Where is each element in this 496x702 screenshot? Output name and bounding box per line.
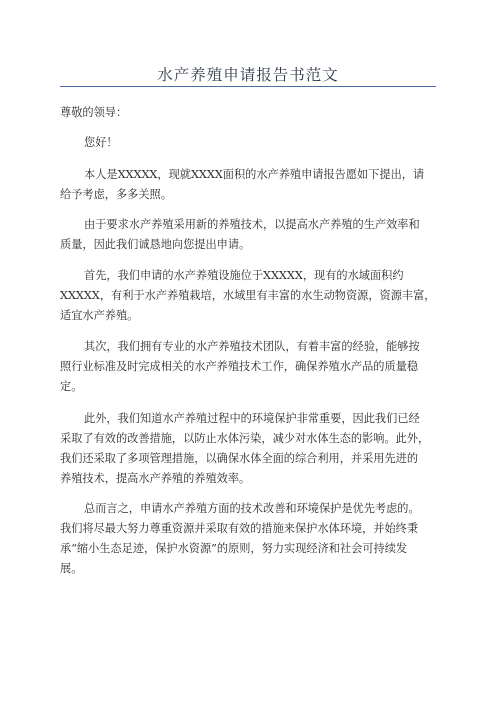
paragraph-5-line-4: 养殖技术，提高水产养殖的养殖效率。 [60, 472, 251, 485]
paragraph-3-line-2: XXXXX，有利于水产养殖栽培，水域里有丰富的水生动物资源，资源丰富， [60, 289, 436, 302]
paragraph-4-line-2: 照行业标准及时完成相关的水产养殖技术工作，确保养殖水产品的质量稳 [60, 360, 419, 373]
paragraph-6-line-3: 承“缩小生态足迹，保护水资源”的原则，努力实现经济和社会可持续发 [60, 542, 408, 555]
paragraph-6-line-1: 总而言之，申请水产养殖方面的技术改善和环境保护是优先考虑的。 [84, 502, 420, 515]
paragraph-2-line-1: 由于要求水产养殖采用新的养殖技术，以提高水产养殖的生产效率和 [84, 218, 420, 231]
paragraph-5-line-3: 我们还采取了多项管理措施，以确保水体全面的综合利用，并采用先进的 [60, 452, 419, 465]
greeting: 您好！ [84, 136, 118, 149]
document-title: 水产养殖申请报告书范文 [157, 66, 339, 84]
paragraph-4-line-1: 其次，我们拥有专业的水产养殖技术团队，有着丰富的经验，能够按 [84, 340, 420, 353]
paragraph-5-line-1: 此外，我们知道水产养殖过程中的环境保护非常重要，因此我们已经 [84, 412, 420, 425]
paragraph-6-line-4: 展。 [60, 562, 83, 575]
paragraph-3-line-1: 首先，我们申请的水产养殖设施位于XXXXX，现有的水域面积约 [84, 269, 404, 282]
paragraph-1-line-2: 给予考虑，多多关照。 [60, 188, 172, 201]
paragraph-4-line-3: 定。 [60, 380, 83, 393]
paragraph-1-line-1: 本人是XXXXX，现就XXXX面积的水产养殖申请报告愿如下提出，请 [84, 168, 425, 181]
title-underline [60, 86, 436, 87]
paragraph-3-line-3: 适宜水产养殖。 [60, 309, 139, 322]
salutation: 尊敬的领导： [60, 106, 128, 119]
paragraph-2-line-2: 质量，因此我们诚恳地向您提出申请。 [60, 238, 251, 251]
paragraph-6-line-2: 我们将尽最大努力尊重资源并采取有效的措施来保护水体环境，并始终秉 [60, 522, 419, 535]
paragraph-5-line-2: 采取了有效的改善措施，以防止水体污染，减少对水体生态的影响。此外， [60, 432, 430, 445]
